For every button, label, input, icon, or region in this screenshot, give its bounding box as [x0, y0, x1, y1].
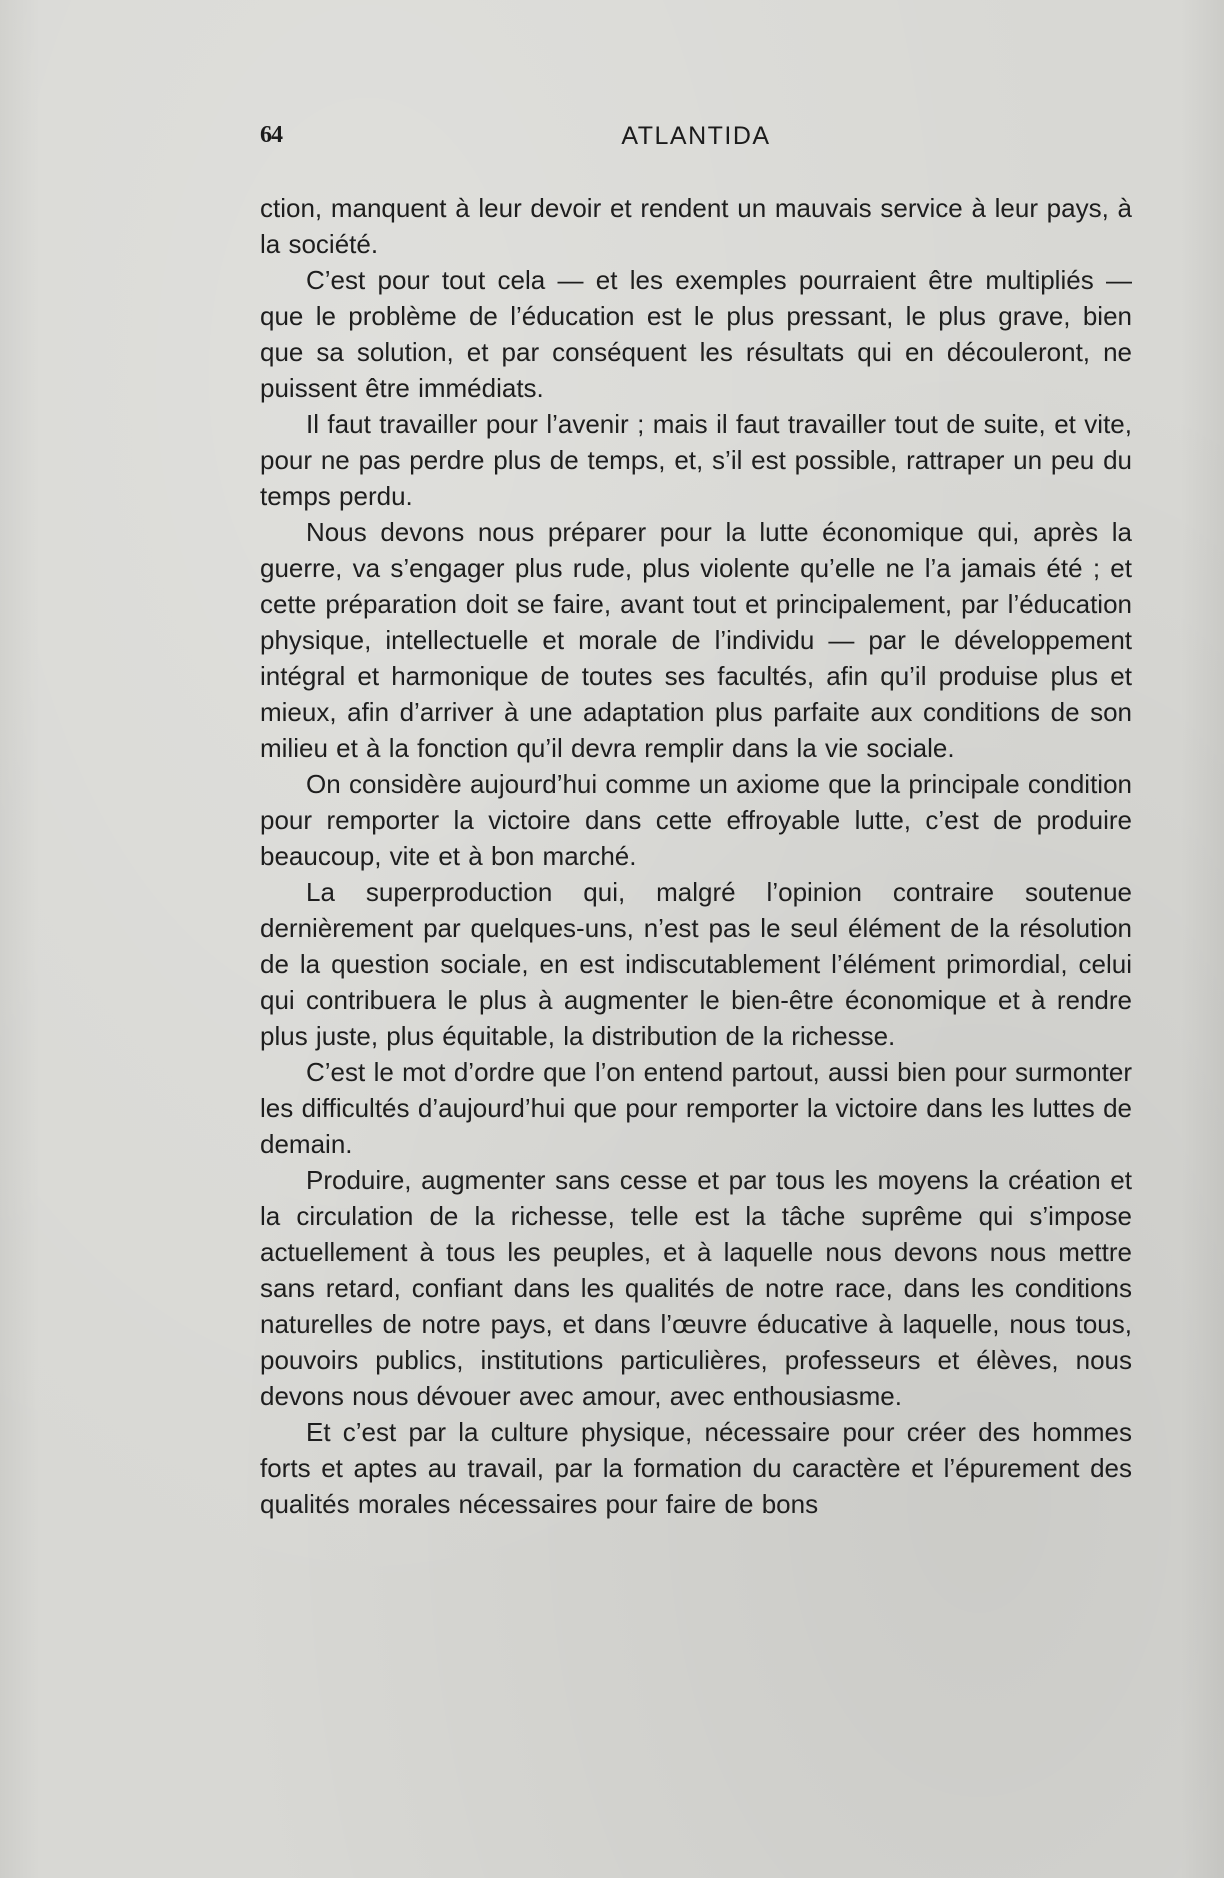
page-header	[260, 122, 1132, 154]
paragraph: La superproduction qui, malgré l’opinion contraire soutenue dernièrement par quelques-uns, n’est pas le seul élément de la résolution de la question sociale, en est indiscutablement l’élément primordial, celui qui contribuera le plus à augmenter le bien-être économique et à rendre plus juste, plus équitable, la distribution de la richesse.	[260, 877, 1132, 1051]
body-text	[260, 190, 1132, 1522]
paragraph: Nous devons nous préparer pour la lutte économique qui, après la guerre, va s’engager plus rude, plus violente qu’elle ne l’a jamais été ; et cette préparation doit se faire, avant tout et principalement, par l’éducation physique, intellectuelle et morale de l’individu — par le développement intégral et harmonique de toutes ses facultés, afin qu’il produise plus et mieux, afin d’arriver à une adaptation plus parfaite aux conditions de son milieu et à la fonction qu’il devra remplir dans la vie sociale.	[260, 517, 1132, 763]
page-number: 64	[260, 122, 282, 148]
paragraph: Produire, augmenter sans cesse et par tous les moyens la création et la circulation de la richesse, telle est la tâche suprême qui s’impose actuellement à tous les peuples, et à laquelle nous devons nous mettre sans retard, confiant dans les qualités de notre race, dans les conditions naturelles de notre pays, et dans l’œuvre éducative à laquelle, nous tous, pouvoirs publics, institutions particulières, professeurs et élèves, nous devons nous dévouer avec amour, avec enthousiasme.	[260, 1165, 1132, 1411]
paragraph: C’est pour tout cela — et les exemples pourraient être multipliés — que le problème de l’éducation est le plus pressant, le plus grave, bien que sa solution, et par conséquent les résultats qui en découleront, ne puissent être immédiats.	[260, 265, 1132, 403]
paragraph: Il faut travailler pour l’avenir ; mais il faut travailler tout de suite, et vite, pour ne pas perdre plus de temps, et, s’il est possible, rattraper un peu du temps perdu.	[260, 409, 1132, 511]
paragraph-last: Et c’est par la culture physique, nécessaire pour créer des hommes forts et aptes au travail, par la formation du caractère et l’épurement des qualités morales nécessaires pour faire de bons	[260, 1417, 1132, 1519]
paragraph: On considère aujourd’hui comme un axiome que la principale condition pour remporter la victoire dans cette effroyable lutte, c’est de produire beaucoup, vite et à bon marché.	[260, 769, 1132, 871]
paragraph-continued: ction, manquent à leur devoir et rendent un mauvais service à leur pays, à la société.	[260, 193, 1132, 259]
paragraph: C’est le mot d’ordre que l’on entend partout, aussi bien pour surmonter les difficultés d’aujourd’hui que pour remporter la victoire dans les luttes de demain.	[260, 1057, 1132, 1159]
running-title: ATLANTIDA	[621, 122, 771, 150]
